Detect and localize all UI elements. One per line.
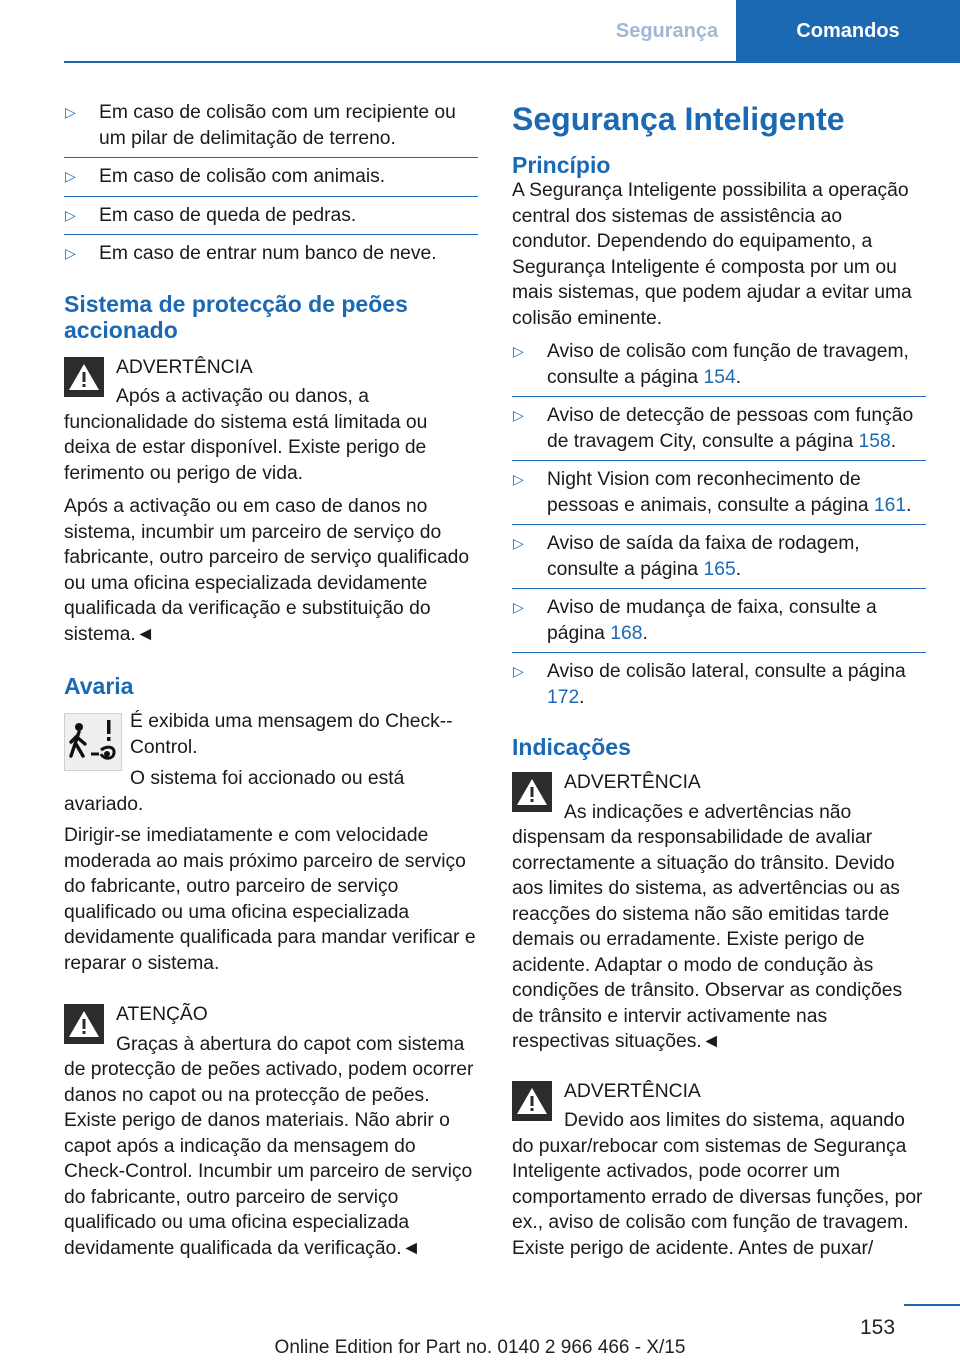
caution-title: ATENÇÃO — [116, 1004, 208, 1025]
header-tab-section[interactable]: Segurança — [615, 19, 719, 42]
caution-box — [64, 1002, 478, 1261]
footer-divider — [904, 1304, 960, 1306]
warning-triangle-icon — [512, 772, 552, 812]
warning-box — [512, 770, 926, 1055]
triangle-bullet-icon: ▷ — [65, 245, 76, 261]
header-tab-chapter[interactable]: Comandos — [736, 0, 960, 62]
warning-title: ADVERTÊNCIA — [564, 1080, 701, 1102]
triangle-bullet-icon: ▷ — [513, 343, 524, 359]
warning-title: ADVERTÊNCIA — [564, 772, 701, 793]
pedestrian-protection-fault-icon — [64, 713, 122, 771]
triangle-bullet-icon: ▷ — [513, 599, 524, 615]
edition-footer: Online Edition for Part no. 0140 2 966 466 - X/15 — [274, 1337, 686, 1358]
warning-title: ADVERTÊNCIA — [116, 356, 253, 378]
page-link[interactable]: 165 — [703, 558, 736, 580]
warning-triangle-icon — [64, 357, 104, 397]
right-column — [512, 100, 926, 1261]
warning-body: Após a activação ou danos, a funcionalidade do sistema está limitada ou deixa de estar disponível. Existe perigo de ferimento ou perigo de vida. — [64, 386, 428, 484]
list-item — [64, 241, 478, 267]
list-item-text: Em caso de colisão com um recipiente ou um pilar de delimitação de terreno. — [99, 102, 456, 149]
triangle-bullet-icon: ▷ — [65, 168, 76, 184]
warning-box — [64, 355, 478, 487]
avaria-message: É exibida uma mensagem do Check--Control. — [130, 711, 453, 758]
list-item: ▷ Aviso de detecção de pessoas com função de travagem City, consulte a página 158. — [512, 403, 926, 461]
avaria-status: O sistema foi accionado ou está avariado. — [64, 768, 405, 815]
triangle-bullet-icon: ▷ — [513, 663, 524, 679]
principle-heading: Princípio — [512, 152, 611, 178]
page-number: 153 — [860, 1316, 896, 1339]
page-link[interactable]: 172 — [547, 686, 580, 708]
left-column — [64, 100, 478, 1261]
repair-paragraph: Dirigir-se imediatamente e com velocidade moderada ao mais próximo parceiro de serviço do fabricante, outro parceiro de serviço qualificado ou uma oficina especializada devidamente qualificada para mandar verificar e reparar o sistema. — [64, 825, 476, 974]
notes-heading: Indicações — [512, 734, 631, 760]
list-item: ▷ Night Vision com reconhecimento de pessoas e animais, consulte a página 161. — [512, 467, 926, 525]
list-item-text: Em caso de colisão com animais. — [99, 166, 386, 187]
page-link[interactable]: 158 — [858, 430, 891, 452]
triangle-bullet-icon: ▷ — [65, 206, 76, 223]
caution-body: Graças à abertura do capot com sistema de protecção de peões activado, podem ocorrer danos no capot ou na protecção de peões. Existe perigo de danos materiais. Não abrir o capot após a indicação da mensagem do Check-Control. Incumbir um parceiro de serviço do fabricante, outro parceiro de serviço qualificado ou uma oficina especializada devidamente qualificada da verificação.◄ — [64, 1033, 474, 1259]
avaria-heading: Avaria — [64, 673, 134, 699]
triangle-bullet-icon: ▷ — [513, 407, 524, 423]
triangle-bullet-icon: ▷ — [513, 471, 524, 487]
page-link[interactable]: 161 — [873, 494, 907, 516]
service-paragraph: Após a activação ou em caso de danos no sistema, incumbir um parceiro de serviço do fabricante, outro parceiro de serviço qualificado ou uma oficina especializada devidamente qualificada da verificação e substituição do sistema.◄ — [64, 496, 470, 645]
triangle-bullet-icon: ▷ — [65, 104, 76, 120]
list-item-text: Em caso de entrar num banco de neve. — [99, 243, 437, 264]
principle-text: A Segurança Inteligente possibilita a operação central dos sistemas de assistência ao condutor. Dependendo do equipamento, a Segurança Inteligente é composta por um ou mais sistemas, que podem ajudar a evitar uma colisão eminente. — [512, 180, 912, 329]
list-item: ▷ Aviso de mudança de faixa, consulte a página 168. — [512, 595, 926, 653]
avaria-box — [64, 709, 478, 817]
list-item-text: Em caso de queda de pedras. — [99, 204, 357, 226]
warning-box — [512, 1079, 926, 1262]
page-link[interactable]: 168 — [610, 622, 643, 644]
warning-body: As indicações e advertências não dispensam da responsabilidade de avaliar correctamente a situação do trânsito. Devido aos limites do sistema, as advertências ou as reacções do sistema não são emitidas tarde demais ou erradamente. Existe perigo de acidente. Adaptar o modo de condução às condições de trânsito. Observar as condições de trânsito e intervir activamente nas respectivas situações.◄ — [512, 801, 903, 1052]
list-item: ▷ Aviso de colisão lateral, consulte a página 172. — [513, 661, 906, 708]
triangle-bullet-icon: ▷ — [513, 535, 524, 551]
list-item — [64, 203, 478, 236]
warning-triangle-icon — [512, 1081, 552, 1121]
list-item — [64, 164, 478, 197]
warning-body: Devido aos limites do sistema, aquando do puxar/rebocar com sistemas de Segurança Inteligente activados, pode ocorrer um comportamento errado de diversas funções, por ex., aviso de colisão com função de travagem. Existe perigo de acidente. Antes de puxar/ — [512, 1110, 923, 1259]
list-item — [64, 100, 478, 158]
list-item: ▷ Aviso de colisão com função de travagem, consulte a página 154. — [512, 339, 926, 397]
pedestrian-system-heading: Sistema de protecção de peões accionado — [64, 290, 408, 343]
page-link[interactable]: 154 — [703, 366, 736, 388]
header-divider — [64, 61, 960, 63]
section-title: Segurança Inteligente — [512, 101, 845, 137]
list-item: ▷ Aviso de saída da faixa de rodagem, consulte a página 165. — [512, 531, 926, 589]
warning-triangle-icon — [64, 1004, 104, 1044]
